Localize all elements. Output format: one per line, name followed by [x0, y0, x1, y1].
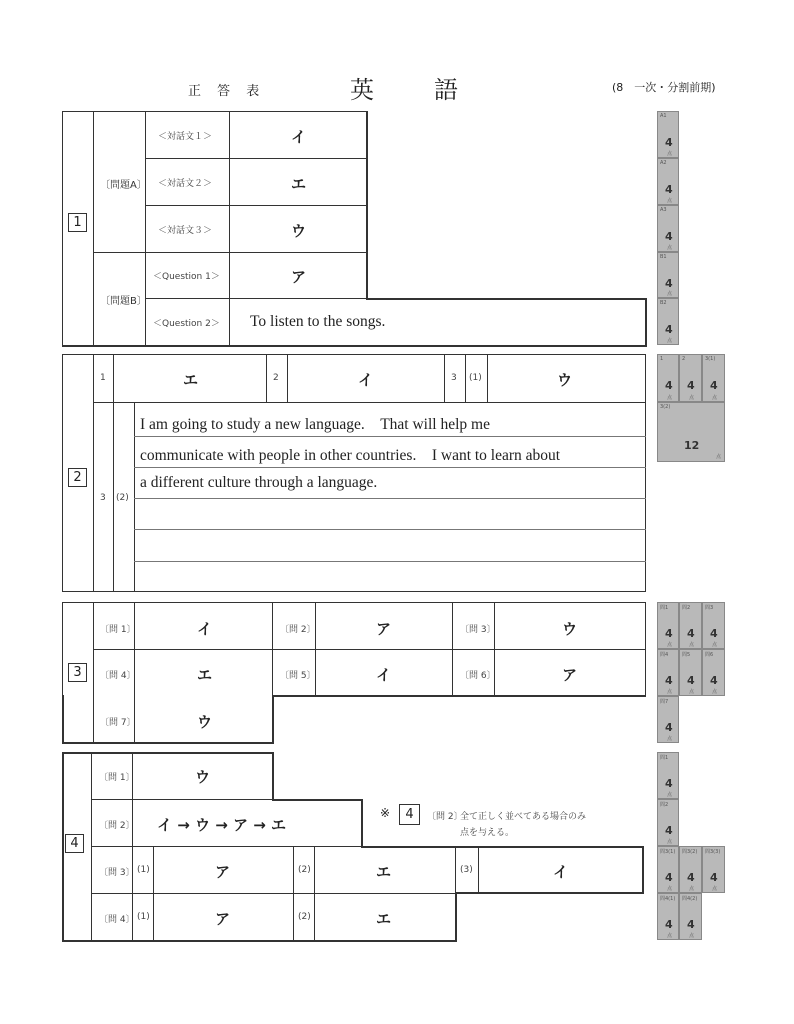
q3-answer-3: イ — [553, 863, 569, 881]
q3-2-sub-label: (2) — [116, 493, 129, 503]
q-answer: ア — [376, 620, 392, 638]
score-cell: B2 4 点 — [657, 298, 679, 345]
q-label: 〔問 4〕 — [100, 671, 136, 681]
q3-sub-2: (2) — [298, 865, 311, 875]
essay-line-1: I am going to study a new language. That will help me — [140, 416, 490, 433]
q1-answer: ウ — [195, 768, 211, 786]
question-1-answer: ア — [291, 268, 307, 286]
dialogue-1-answer: イ — [291, 128, 307, 146]
q1-label: 〔問 1〕 — [99, 773, 135, 783]
q3-label: 3 — [451, 373, 457, 383]
score-cell: 問3(2) 4 点 — [679, 846, 702, 893]
q-label: 〔問 3〕 — [460, 625, 496, 635]
exam-note: (8 一次・分割前期) — [612, 81, 716, 94]
q3-sub-3: (3) — [460, 865, 473, 875]
score-cell: A1 4 点 — [657, 111, 679, 158]
q-answer: イ — [376, 666, 392, 684]
note-question: 〔問 2〕 — [427, 812, 463, 822]
q4-label: 〔問 4〕 — [99, 915, 135, 925]
question-2-answer: To listen to the songs. — [250, 313, 386, 330]
q4-sub-1: (1) — [137, 912, 150, 922]
section-number-2: 2 — [68, 468, 87, 487]
q-answer: ウ — [197, 713, 213, 731]
score-cell: 問4 4 点 — [657, 649, 679, 696]
q2-answer: イ — [358, 371, 374, 389]
q-label: 〔問 7〕 — [100, 718, 136, 728]
q-answer: ウ — [562, 620, 578, 638]
score-cell: 問6 4 点 — [702, 649, 725, 696]
q2-label: 〔問 2〕 — [99, 821, 135, 831]
q2-answer: イ → ウ → ア → エ — [157, 816, 287, 834]
q4-answer-1: ア — [215, 910, 231, 928]
score-cell: 問3(1) 4 点 — [657, 846, 679, 893]
note-section-number: 4 — [399, 804, 420, 825]
essay-line-2: communicate with people in other countries. I want to learn about — [140, 447, 561, 464]
q4-sub-2: (2) — [298, 912, 311, 922]
q3-answer-2: エ — [376, 863, 392, 881]
score-cell: 1 4 点 — [657, 354, 679, 402]
subject-title-char-2: 語 — [434, 76, 458, 104]
q3-sub-label: (1) — [469, 373, 482, 383]
q3-sub-1: (1) — [137, 865, 150, 875]
essay-line-3: a different culture through a language. — [140, 474, 378, 491]
score-cell: 3(2) 12 点 — [657, 402, 725, 462]
q1-answer: エ — [183, 371, 199, 389]
score-cell: 2 4 点 — [679, 354, 702, 402]
q-label: 〔問 1〕 — [100, 625, 136, 635]
question-2-label: ＜Question 2＞ — [153, 319, 220, 329]
score-cell: 問1 4 点 — [657, 602, 679, 649]
q3-answer: ウ — [557, 371, 573, 389]
score-cell: A3 4 点 — [657, 205, 679, 252]
score-cell: 問2 4 点 — [679, 602, 702, 649]
score-cell: 問3 4 点 — [702, 602, 725, 649]
score-cell: A2 4 点 — [657, 158, 679, 205]
dialogue-3-answer: ウ — [291, 222, 307, 240]
q1-label: 1 — [100, 373, 106, 383]
score-cell: 問7 4 点 — [657, 696, 679, 743]
dialogue-1-label: ＜対話文１＞ — [158, 132, 213, 142]
q2-label: 2 — [273, 373, 279, 383]
score-cell: 問3(3) 4 点 — [702, 846, 725, 893]
score-cell: 3(1) 4 点 — [702, 354, 725, 402]
note-line-1: 全て正しく並べてある場合のみ — [460, 812, 587, 822]
q3-label: 〔問 3〕 — [99, 868, 135, 878]
question-1-label: ＜Question 1＞ — [153, 272, 220, 282]
q-answer: エ — [197, 666, 213, 684]
group-a-label: 〔問題A〕 — [100, 180, 147, 191]
note-mark: ※ — [380, 806, 391, 820]
answer-sheet-label: 正 答 表 — [188, 84, 266, 99]
score-cell: 問2 4 点 — [657, 799, 679, 846]
dialogue-2-label: ＜対話文２＞ — [158, 179, 213, 189]
section-number-3: 3 — [68, 663, 87, 682]
score-cell: 問1 4 点 — [657, 752, 679, 799]
q3-answer-1: ア — [215, 863, 231, 881]
section-number-4: 4 — [65, 834, 84, 853]
q-answer: ア — [562, 666, 578, 684]
score-cell: 問4(1) 4 点 — [657, 893, 679, 940]
dialogue-2-answer: エ — [291, 175, 307, 193]
score-cell: 問4(2) 4 点 — [679, 893, 702, 940]
note-line-2: 点を与える。 — [460, 828, 515, 838]
score-cell: B1 4 点 — [657, 252, 679, 298]
q3-2-label: 3 — [100, 493, 106, 503]
score-cell: 問5 4 点 — [679, 649, 702, 696]
q-label: 〔問 2〕 — [280, 625, 316, 635]
q-answer: イ — [197, 620, 213, 638]
q4-answer-2: エ — [376, 910, 392, 928]
subject-title-char-1: 英 — [350, 76, 374, 104]
q-label: 〔問 5〕 — [280, 671, 316, 681]
group-b-label: 〔問題B〕 — [100, 296, 147, 307]
dialogue-3-label: ＜対話文３＞ — [158, 226, 213, 236]
section-number-1: 1 — [68, 213, 87, 232]
q-label: 〔問 6〕 — [460, 671, 496, 681]
